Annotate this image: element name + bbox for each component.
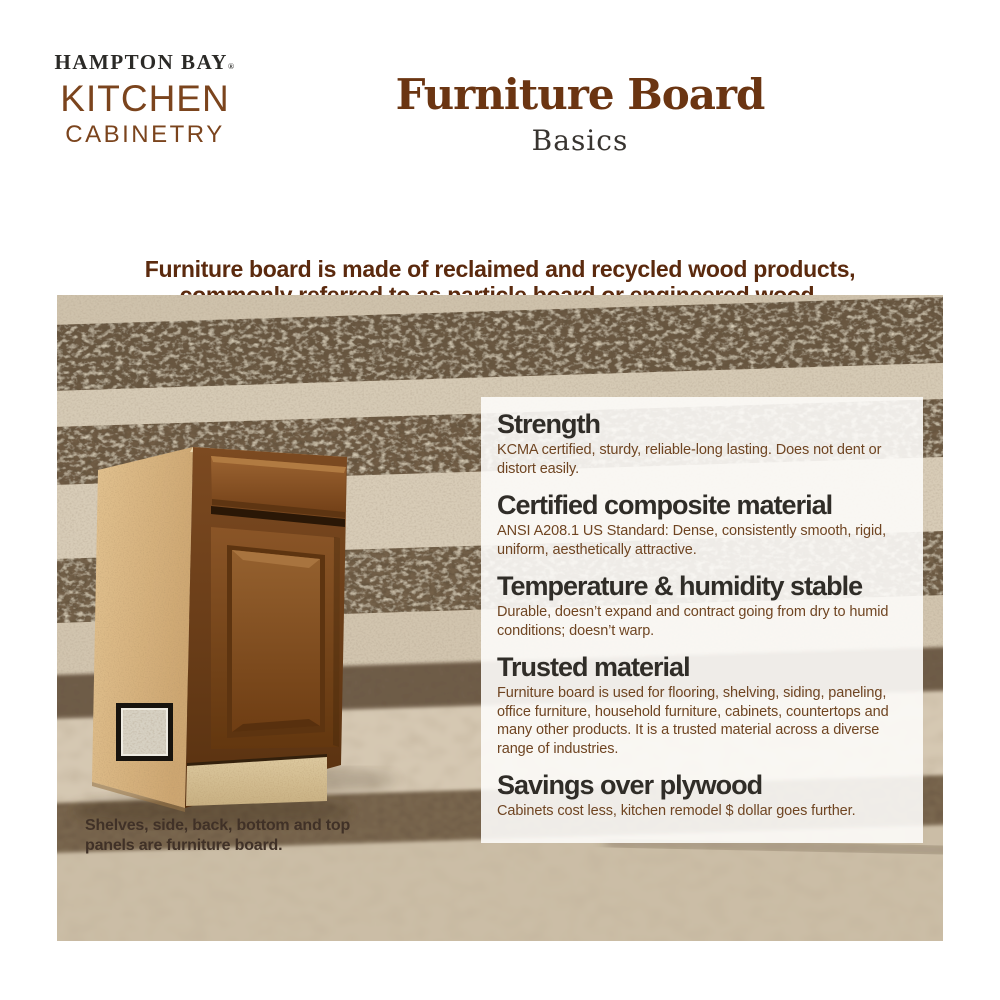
- particle-board-photo: [57, 295, 943, 941]
- section-body: ANSI A208.1 US Standard: Dense, consistently smooth, rigid, uniform, aesthetically attractive.: [497, 523, 887, 558]
- cabinet-door-panel: [232, 550, 320, 732]
- page-subtitle: Basics: [531, 124, 629, 157]
- title-block: [320, 70, 840, 157]
- caption-line2: panels are furniture board.: [85, 836, 283, 854]
- board-swatch: [116, 703, 173, 761]
- brand-product-line: KITCHEN: [60, 78, 230, 119]
- info-section-strength: [497, 409, 911, 478]
- tagline-line1: Furniture board is made of reclaimed and recycled wood products,: [144, 256, 856, 282]
- page-title: Furniture Board: [395, 70, 765, 119]
- section-body: Durable, doesn’t expand and contract going from dry to humid conditions; doesn’t warp.: [497, 604, 889, 639]
- info-panel: [481, 397, 923, 843]
- info-section-savings: [497, 770, 911, 821]
- caption-line1: Shelves, side, back, bottom and top: [85, 817, 351, 834]
- section-heading: Strength: [497, 409, 600, 439]
- registered-mark: ®: [227, 62, 236, 71]
- brand-name: [38, 50, 252, 75]
- section-body: Furniture board is used for flooring, shelving, siding, paneling, office furniture, household furniture, cabinets, countertops and many other products. It is a trusted material across a diverse range of industries.: [497, 685, 889, 757]
- section-heading: Trusted material: [497, 652, 690, 683]
- section-heading: Savings over plywood: [497, 770, 763, 800]
- info-section-trusted: [497, 652, 911, 758]
- brand-logo: [38, 50, 252, 149]
- brand-category: CABINETRY: [65, 121, 225, 148]
- brand-name-text: HAMPTON BAY: [54, 50, 228, 74]
- section-body: Cabinets cost less, kitchen remodel $ dollar goes further.: [497, 803, 856, 820]
- section-heading: Certified composite material: [497, 490, 833, 521]
- section-heading: Temperature & humidity stable: [497, 571, 863, 602]
- info-section-certified: [497, 490, 911, 559]
- section-body: KCMA certified, sturdy, reliable-long lasting. Does not dent or distort easily.: [497, 442, 882, 477]
- cabinet-caption: [85, 816, 350, 855]
- info-section-temperature: [497, 571, 911, 640]
